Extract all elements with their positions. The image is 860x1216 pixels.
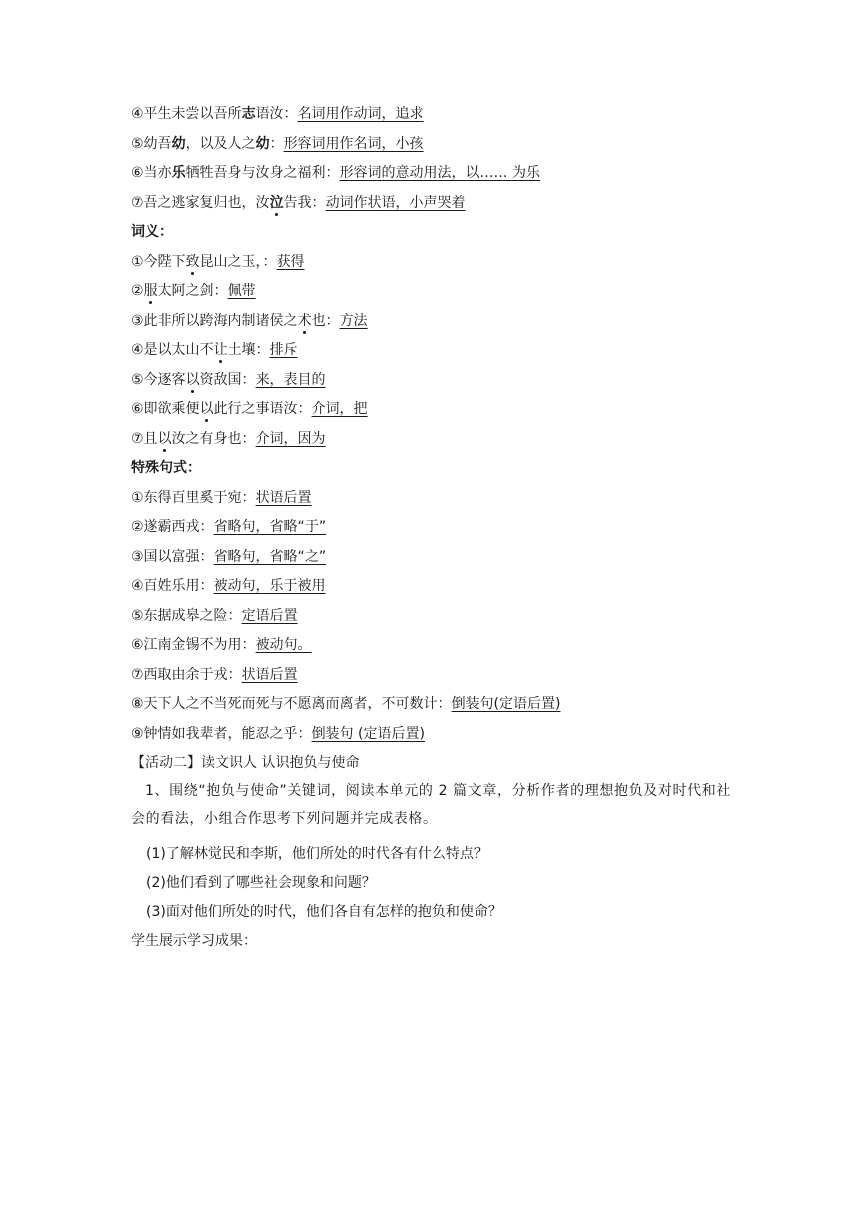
jushi-item: ③国以富强：省略句，省略“之” <box>131 549 327 565</box>
usage-item-6: ⑥当亦乐牺牲吾身与汝身之福利：形容词的意动用法，以…… 为乐 <box>131 165 541 181</box>
jushi-item: ⑤东据成皋之险：定语后置 <box>131 608 298 624</box>
usage-item-5: ⑤幼吾幼，以及人之幼：形容词用作名词，小孩 <box>131 136 424 152</box>
answer: 省略句，省略“之” <box>213 549 327 565</box>
jushi-item: ⑧天下人之不当死而死与不愿离而离者，不可数计：倒装句(定语后置) <box>131 696 561 712</box>
answer: 介词，把 <box>311 401 368 417</box>
answer: 形容词的意动用法，以…… 为乐 <box>339 165 541 181</box>
answer: 排斥 <box>269 342 298 358</box>
answer: 方法 <box>339 313 368 329</box>
answer: 形容词用作名词，小孩 <box>283 136 424 152</box>
jushi-item: ⑨钟情如我辈者，能忍之乎：倒装句 (定语后置) <box>131 726 425 742</box>
activity-heading: 【活动二】读文识人 认识抱负与使命 <box>131 755 360 771</box>
usage-item-7: ⑦吾之逃家复归也，汝泣告我：动词作状语，小声哭着 <box>131 195 466 211</box>
jushi-item: ④百姓乐用：被动句，乐于被用 <box>131 578 326 594</box>
ciyi-item: ②服太阿之剑：佩带 <box>131 283 256 299</box>
answer: 状语后置 <box>255 490 312 506</box>
closing-line: 学生展示学习成果： <box>131 933 257 949</box>
answer: 被动句，乐于被用 <box>213 578 326 594</box>
answer: 倒装句 (定语后置) <box>311 726 425 742</box>
answer: 介词，因为 <box>255 431 326 447</box>
question-item: (1)了解林觉民和李斯，他们所处的时代各有什么特点？ <box>146 846 488 862</box>
ciyi-item: ③此非所以跨海内制诸侯之术也：方法 <box>131 313 368 329</box>
answer: 名词用作动词，追求 <box>297 106 424 122</box>
jushi-item: ⑦西取由余于戎：状语后置 <box>131 667 298 683</box>
jushi-item: ①东得百里奚于宛：状语后置 <box>131 490 312 506</box>
ciyi-item: ①今陛下致昆山之玉，：获得 <box>131 254 305 270</box>
ciyi-item: ⑦且以汝之有身也：介词，因为 <box>131 431 326 447</box>
answer: 状语后置 <box>241 667 298 683</box>
jushi-item: ⑥江南金锡不为用：被动句。 <box>131 637 312 653</box>
answer: 倒装句(定语后置) <box>451 696 561 712</box>
activity-paragraph: 1、围绕“抱负与使命”关键词，阅读本单元的 2 篇文章，分析作者的理想抱负及对时代和社会的看法，小组合作思考下列问题并完成表格。 <box>131 783 731 827</box>
answer: 省略句，省略“于” <box>213 519 327 535</box>
ciyi-item: ④是以太山不让土壤：排斥 <box>131 342 298 358</box>
answer: 来，表目的 <box>255 372 326 388</box>
question-item: (2)他们看到了哪些社会现象和问题？ <box>146 875 376 891</box>
answer: 佩带 <box>227 283 256 299</box>
answer: 定语后置 <box>241 608 298 624</box>
jushi-item: ②遂霸西戎：省略句，省略“于” <box>131 519 327 535</box>
ciyi-item: ⑤今逐客以资敌国：来，表目的 <box>131 372 326 388</box>
section-heading-jushi: 特殊句式： <box>131 460 201 476</box>
answer: 被动句。 <box>255 637 312 653</box>
question-item: (3)面对他们所处的时代，他们各自有怎样的抱负和使命？ <box>146 904 502 920</box>
ciyi-item: ⑥即欲乘便以此行之事语汝：介词，把 <box>131 401 368 417</box>
answer: 获得 <box>276 254 305 270</box>
answer: 动词作状语，小声哭着 <box>325 195 466 211</box>
usage-item-4: ④平生未尝以吾所志语汝：名词用作动词，追求 <box>131 106 424 122</box>
section-heading-ciyi: 词义： <box>131 224 173 240</box>
